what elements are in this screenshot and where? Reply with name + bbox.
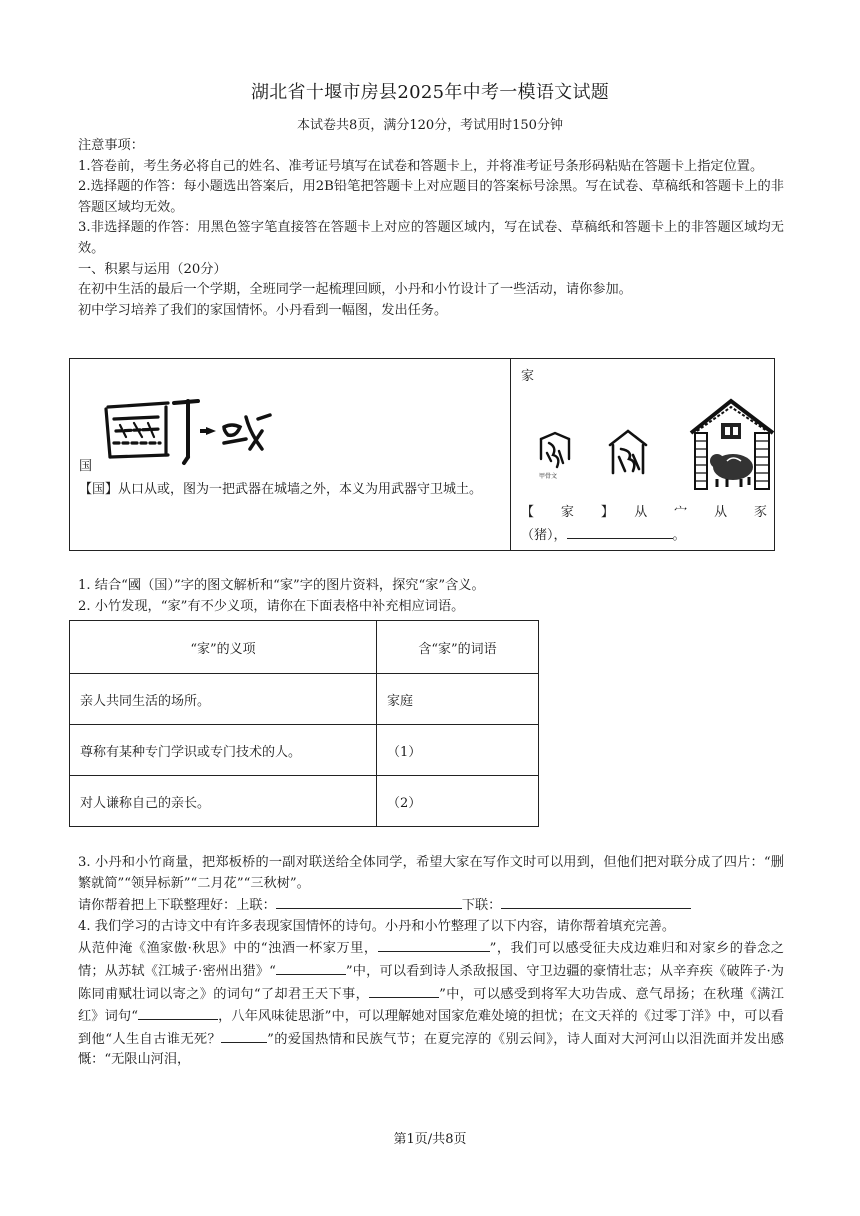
- footer-suffix: 页: [453, 1132, 467, 1147]
- def-header-words: 含“家”的词语: [377, 621, 539, 674]
- jia-cell: [511, 359, 775, 551]
- footer-prefix: 第: [393, 1132, 407, 1147]
- def-row-1-meaning: 亲人共同生活的场所。: [70, 674, 377, 725]
- section-heading: 一、积累与运用（20分）: [78, 261, 227, 277]
- q4-blank-1[interactable]: [378, 937, 490, 952]
- guo-description: 【国】从口从或，图为一把武器在城墙之外，本义为用武器守卫城土。: [79, 482, 483, 497]
- footer-mid: 页/共: [414, 1132, 446, 1147]
- q4-segment-3: ”中，可以看到诗人杀敌报国、守卫边疆的豪情壮志；从辛弃疾《破阵子·为陈同甫赋壮词以寄之》的词句“了却君王天下事，: [78, 963, 784, 1002]
- jia-description-line1: 【 家 】 从 宀 从 豕: [521, 505, 767, 520]
- def-row-2-word[interactable]: （1）: [377, 725, 539, 776]
- lower-couplet-label: 下联：: [461, 898, 502, 914]
- def-header-meaning: “家”的义项: [70, 621, 377, 674]
- jia-description-end: 。: [672, 528, 686, 543]
- section-intro-1: 在初中生活的最后一个学期，全班同学一起梳理回顾，小丹和小竹设计了一些活动，请你参加。: [78, 282, 632, 298]
- page-footer: [0, 1128, 860, 1147]
- def-row-3-meaning: 对人谦称自己的亲长。: [70, 776, 377, 827]
- def-row-2-meaning: 尊称有某种专门学识或专门技术的人。: [70, 725, 377, 776]
- section-intro-2: 初中学习培养了我们的家国情怀。小丹看到一幅图，发出任务。: [78, 302, 448, 318]
- question-2: 2. 小竹发现，“家”有不少义项，请你在下面表格中补充相应词语。: [78, 598, 465, 614]
- question-3: 3. 小丹和小竹商量，把郑板桥的一副对联送给全体同学，希望大家在写作文时可以用到，但他们把对联分成了四片：“删繁就简”“领异标新”“二月花”“三秋树”。: [78, 855, 784, 891]
- notes-heading: 注意事项：: [78, 138, 144, 153]
- upper-couplet-blank[interactable]: [276, 894, 462, 909]
- q4-segment-1: 从范仲淹《渔家傲·秋思》中的“浊酒一杯家万里，: [78, 941, 378, 957]
- definition-table: [69, 620, 539, 827]
- guo-caption: 国: [79, 459, 93, 474]
- notes-block: [78, 136, 784, 321]
- questions-3-4: [78, 853, 784, 1071]
- q4-blank-4[interactable]: [138, 1005, 218, 1020]
- jia-bronze-glyph: [607, 427, 649, 477]
- notes-item-2: 2.选择题的作答：每小题选出答案后，用2B铅笔把答题卡上对应题目的答案标号涂黑。写在试卷、草稿纸和答题卡上的非答题区域均无效。: [78, 179, 784, 215]
- q4-segment-6: ”的爱国热情和民族气节；在夏完淳的《别云间》，诗人面对大河河山以泪洗面并发出感慨：“无限山河泪，: [78, 1031, 784, 1068]
- page-subtitle: 本试卷共8页，满分120分，考试用时150分钟: [297, 118, 563, 133]
- upper-couplet-label: 请你帮着把上下联整理好：上联：: [78, 898, 276, 914]
- q4-blank-5[interactable]: [221, 1028, 267, 1043]
- q4-segment-5: ，八年风味徒思浙”中，可以理解她对国家危难处境的担忧；在文天祥的《过零丁洋》中，可以看到他“人生自古谁无死？: [78, 1009, 784, 1047]
- jia-oracle-glyph: [537, 429, 573, 479]
- q4-blank-2[interactable]: [276, 960, 346, 975]
- guo-evolution-illustration: [100, 397, 290, 467]
- jia-description-line2: [521, 524, 767, 546]
- q4-segment-2: ”，我们可以感受征夫戍边难归和对家乡的眷念之情；从苏轼《江城子·密州出猎》“: [78, 941, 784, 979]
- question-1: 1. 结合“國（国）”字的图文解析和“家”字的图片资料，探究“家”含义。: [78, 578, 485, 593]
- footer-total-pages: 8: [445, 1132, 454, 1147]
- lower-couplet-blank[interactable]: [501, 894, 691, 909]
- jia-answer-blank[interactable]: [567, 524, 673, 539]
- jia-description-prefix: （猪），: [521, 528, 567, 543]
- def-row-3-word[interactable]: （2）: [377, 776, 539, 827]
- jia-caption: 家: [521, 369, 535, 384]
- question-4-passage: [78, 937, 784, 1071]
- questions-1-2: [78, 576, 784, 617]
- question-4: 4. 我们学习的古诗文中有许多表现家国情怀的诗句。小丹和小竹整理了以下内容，请你帮着填充完善。: [78, 918, 676, 934]
- house-pig-illustration: [687, 397, 775, 491]
- question-3-answer-line: [78, 894, 784, 917]
- page-title: 湖北省十堰市房县2025年中考一模语文试题: [250, 82, 610, 103]
- notes-item-3: 3.非选择题的作答：用黑色签字笔直接答在答题卡上对应的答题区域内，写在试卷、草稿纸和答题卡上的非答题区域均无效。: [78, 220, 784, 256]
- guo-cell: [70, 359, 511, 551]
- q4-blank-3[interactable]: [369, 983, 439, 998]
- q4-segment-4: ”中，可以感受到将军大功告成、意气昂扬；在秋瑾《满江红》词句“: [78, 986, 784, 1025]
- def-row-1-word: 家庭: [377, 674, 539, 725]
- footer-page-number: 1: [406, 1132, 415, 1147]
- notes-item-1: 1.答卷前，考生务必将自己的姓名、准考证号填写在试卷和答题卡上，并将准考证号条形码粘贴在答题卡上指定位置。: [78, 158, 764, 174]
- oracle-label: 甲骨文: [539, 473, 558, 480]
- character-image-table: [69, 358, 775, 551]
